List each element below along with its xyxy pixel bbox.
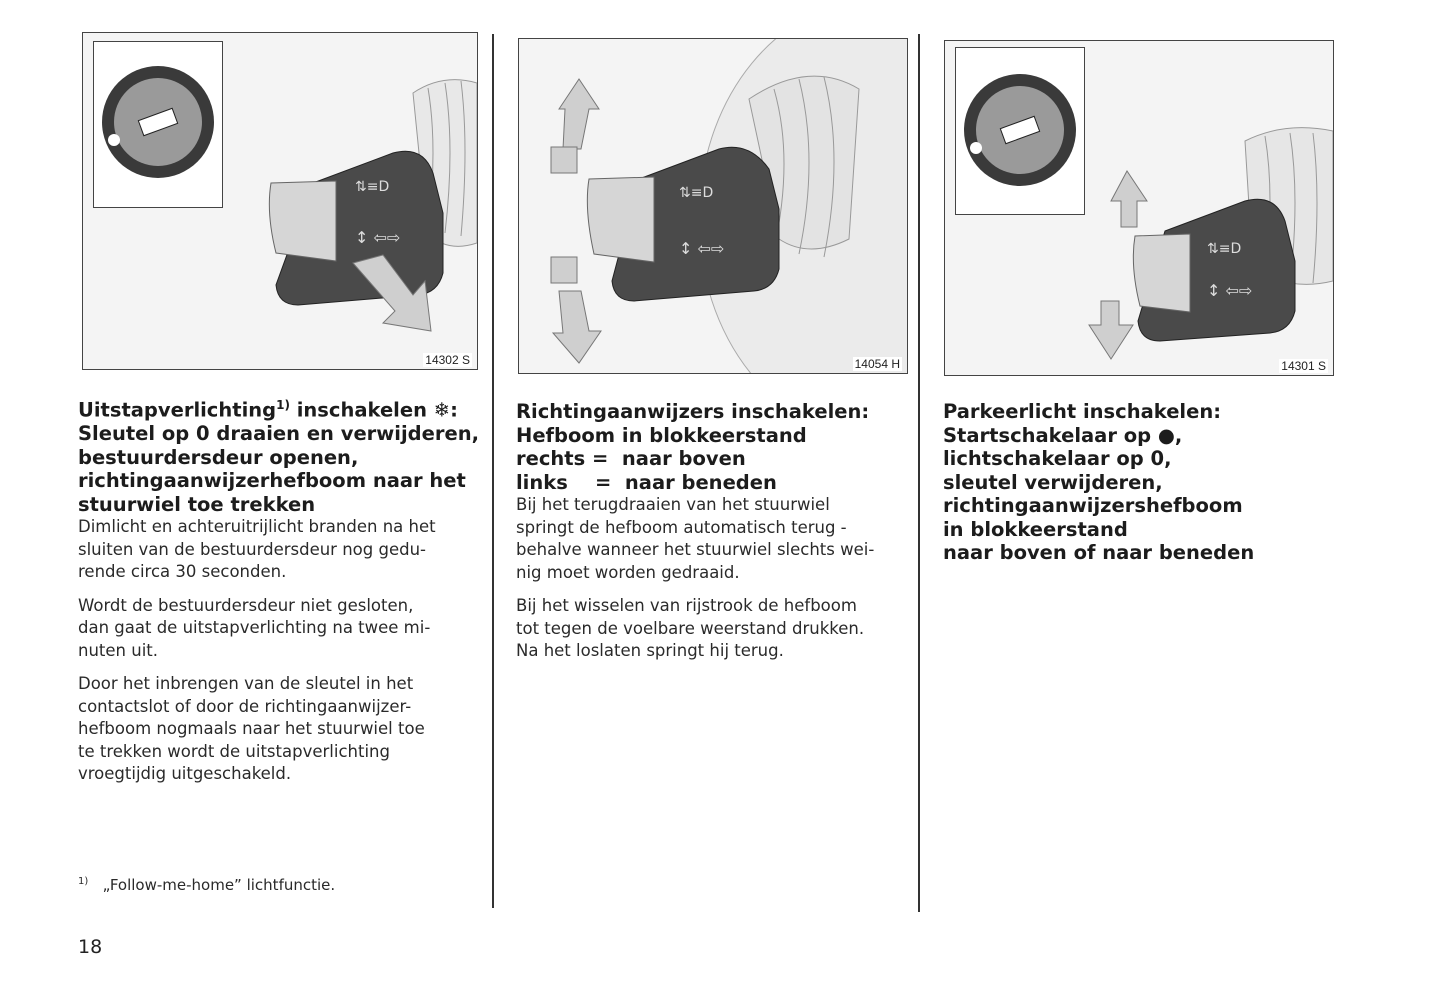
heading-line: Richtingaanwijzers inschakelen: xyxy=(516,400,870,423)
lever-tip xyxy=(587,177,654,262)
heading-line: Uitstapverlichting$^{1)}$ inschakelen ❄: xyxy=(78,398,458,422)
paragraph: Door het inbrengen van de sleutel in het contactslot of door de richtingaanwijzer- hefboom nogmaals naar het stuurwiel toe te trekken wordt de uitstapverlichting vroegtijdig uitgeschakeld. xyxy=(78,674,425,783)
figure-parking-light xyxy=(944,40,1334,376)
heading-line: richtingaanwijzershefboom xyxy=(943,494,1243,517)
figure-code: 14301 S xyxy=(1281,359,1326,373)
heading-line: lichtschakelaar op 0, xyxy=(943,447,1172,470)
down-arrow-icon xyxy=(553,291,601,363)
svg-text:↕ ⇦⇨: ↕ ⇦⇨ xyxy=(1207,281,1253,300)
up-arrow-icon xyxy=(559,79,599,149)
heading-line: in blokkeerstand xyxy=(943,517,1128,541)
heading-line: stuurwiel toe trekken xyxy=(78,492,316,516)
figure-turn-signals xyxy=(518,38,908,374)
heading-line: links = naar beneden xyxy=(516,470,777,494)
lever-tip xyxy=(269,181,336,261)
paragraph: Dimlicht en achteruitrijlicht branden na het sluiten van de bestuurdersdeur nog gedu- rende circa 30 seconden. xyxy=(78,517,436,581)
figure-exit-lighting xyxy=(82,32,478,370)
heading-line: Sleutel op 0 draaien en verwijderen, xyxy=(78,422,479,445)
footnote-text: „Follow-me-home” lichtfunctie. xyxy=(102,876,336,894)
heading-line: sleutel verwijderen, xyxy=(943,470,1163,494)
svg-text:↕ ⇦⇨: ↕ ⇦⇨ xyxy=(355,228,401,247)
ignition-inset xyxy=(955,47,1085,215)
lever-illustration xyxy=(519,39,907,373)
page-number: 18 xyxy=(78,936,103,958)
middle-column xyxy=(516,400,911,674)
figure-code: 14302 S xyxy=(425,353,470,367)
column-divider-right xyxy=(918,34,920,912)
column-divider-left xyxy=(492,34,494,908)
heading-line: rechts = naar boven xyxy=(516,447,746,470)
heading-line: naar boven of naar beneden xyxy=(943,541,1255,564)
right-heading xyxy=(943,400,1343,565)
heading-line: Parkeerlicht inschakelen: xyxy=(943,400,1222,423)
paragraph: Bij het wisselen van rijstrook de hefboom tot tegen de voelbare weerstand drukken. Na het loslaten springt hij terug. xyxy=(516,596,865,660)
footnote xyxy=(78,876,335,894)
heading-line: richtingaanwijzerhefboom naar het xyxy=(78,469,466,492)
paragraph: Bij het terugdraaien van het stuurwiel springt de hefboom automatisch terug - behalve wanneer het stuurwiel slechts wei- nig moet worden gedraaid. xyxy=(516,495,875,582)
paragraph: Wordt de bestuurdersdeur niet gesloten, dan gaat de uitstapverlichting na twee mi- nuten uit. xyxy=(78,595,431,660)
down-arrow-icon xyxy=(1089,301,1133,359)
lever-tip xyxy=(1133,234,1190,312)
middle-body xyxy=(516,494,911,663)
up-arrow-icon xyxy=(1111,171,1147,227)
left-column xyxy=(78,394,483,797)
right-column xyxy=(943,400,1343,565)
figure-code: 14054 H xyxy=(854,357,900,371)
left-body xyxy=(78,516,483,786)
svg-text:⇅≡D: ⇅≡D xyxy=(1207,241,1242,257)
heading-line: Hefboom in blokkeerstand xyxy=(516,423,807,447)
left-heading xyxy=(78,394,483,516)
middle-heading xyxy=(516,400,911,494)
ignition-inset xyxy=(93,41,223,208)
svg-text:⇅≡D: ⇅≡D xyxy=(679,185,714,201)
svg-text:⇅≡D: ⇅≡D xyxy=(355,179,390,195)
heading-line: Startschakelaar op ●, xyxy=(943,423,1183,447)
heading-line: bestuurdersdeur openen, xyxy=(78,445,359,469)
footnote-mark: 1) xyxy=(78,876,89,887)
svg-text:↕ ⇦⇨: ↕ ⇦⇨ xyxy=(679,239,725,258)
